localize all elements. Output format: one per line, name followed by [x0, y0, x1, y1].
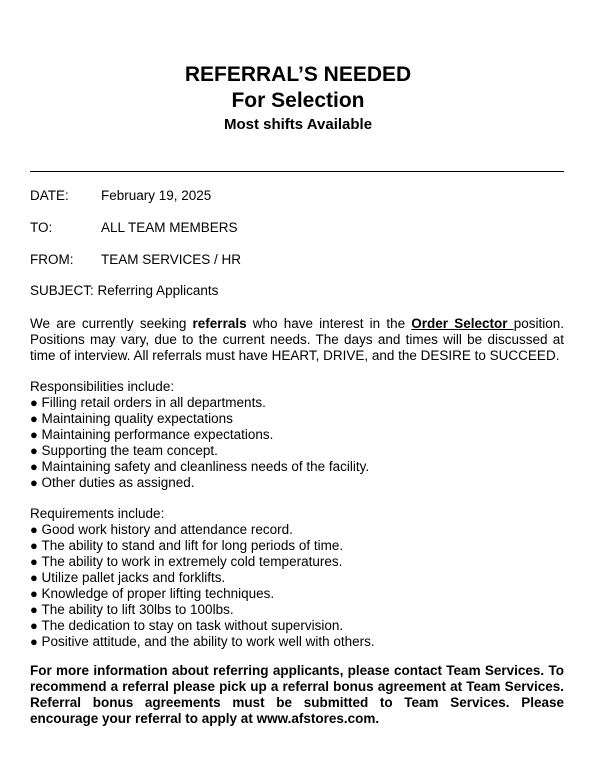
- memo-subject-label: SUBJECT:: [30, 283, 94, 298]
- list-item: ● Utilize pallet jacks and forklifts.: [30, 570, 570, 586]
- intro-order-selector: Order Selector: [411, 316, 514, 331]
- list-item: ● Maintaining safety and cleanliness needs of the facility.: [30, 459, 570, 475]
- responsibilities-heading: Responsibilities include:: [30, 379, 175, 394]
- memo-date-label: DATE:: [30, 188, 69, 203]
- page-subtitle: Most shifts Available: [223, 116, 373, 133]
- requirements-heading: Requirements include:: [30, 506, 165, 521]
- list-item: ● The ability to lift 30lbs to 100lbs.: [30, 602, 570, 618]
- intro-bold-referrals: referrals: [192, 316, 247, 331]
- list-item: ● The ability to stand and lift for long periods of time.: [30, 538, 570, 554]
- responsibilities-section: [30, 379, 570, 491]
- list-item: ● Good work history and attendance record.: [30, 522, 570, 538]
- memo-to-value: ALL TEAM MEMBERS: [101, 220, 238, 235]
- list-item: ● Maintaining performance expectations.: [30, 427, 570, 443]
- memo-to-label: TO:: [30, 220, 53, 235]
- memo-date-value: February 19, 2025: [101, 188, 212, 203]
- list-item: ● Knowledge of proper lifting techniques.: [30, 586, 570, 602]
- memo-from-value: TEAM SERVICES / HR: [101, 252, 242, 267]
- header-divider: [30, 171, 564, 172]
- memo-subject-row: [30, 283, 564, 299]
- intro-text-3: position. Positions may vary, due to the current needs. The days and times will be discussed at time of interview. All referrals must have HEART, DRIVE, and the DESIRE to SUCCEED.: [30, 316, 564, 363]
- list-item: ● Maintaining quality expectations: [30, 411, 570, 427]
- page-title: REFERRAL’S NEEDED: [184, 63, 412, 86]
- list-item: ● The ability to work in extremely cold temperatures.: [30, 554, 570, 570]
- requirements-section: [30, 506, 570, 650]
- intro-text-2: who have interest in the: [246, 316, 412, 331]
- memo-from-label: FROM:: [30, 252, 74, 267]
- list-item: ● Other duties as assigned.: [30, 475, 570, 491]
- list-item: ● Supporting the team concept.: [30, 443, 570, 459]
- list-item: ● The dedication to stay on task without supervision.: [30, 618, 570, 634]
- footer-contact-paragraph: For more information about referring applicants, please contact Team Services. To recommend a referral please pick up a referral bonus agreement at Team Services. Referral bonus agreements must be submitted to Team Services. Please encourage your referral to apply at www.afstores.com.: [30, 663, 564, 726]
- intro-text-1: We are currently seeking: [30, 316, 193, 331]
- memo-subject-value: Referring Applicants: [97, 283, 219, 298]
- list-item: ● Positive attitude, and the ability to work well with others.: [30, 634, 570, 650]
- list-item: ● Filling retail orders in all departments.: [30, 395, 570, 411]
- page-title-line2: For Selection: [231, 89, 365, 112]
- intro-paragraph: [30, 316, 564, 364]
